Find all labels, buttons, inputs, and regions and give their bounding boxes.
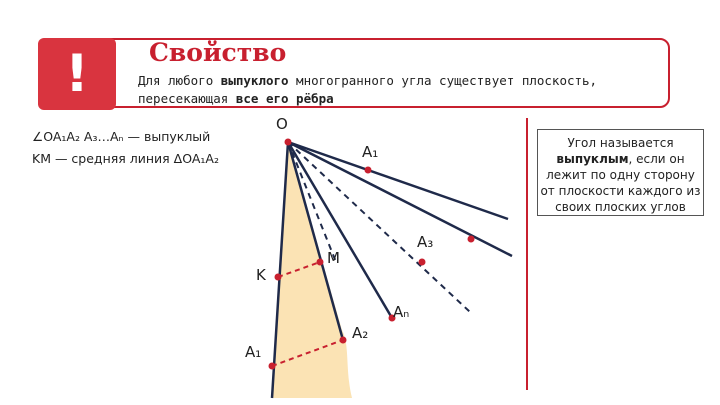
definition-box: Угол называется выпуклым, если он лежит по одну сторону от плоскости каждого из своих плоских углов bbox=[537, 129, 704, 216]
callout-title: Свойство bbox=[149, 38, 287, 67]
label-m: M bbox=[327, 249, 340, 267]
label-a1-right: A₁ bbox=[362, 143, 379, 161]
label-an: Aₙ bbox=[393, 303, 410, 321]
point-k bbox=[275, 274, 282, 281]
point-a2 bbox=[340, 337, 347, 344]
label-a1-bottom: A₁ bbox=[245, 343, 262, 361]
label-o: O bbox=[276, 115, 288, 133]
label-a2: A₂ bbox=[352, 324, 369, 342]
point-a3-right bbox=[468, 236, 475, 243]
label-a3: A₃ bbox=[417, 233, 434, 251]
callout-text: Для любого выпуклого многогранного угла существует плоскость, пересекающая все его рёбра bbox=[138, 73, 598, 106]
point-a1-right bbox=[365, 167, 372, 174]
note-convex-angle: ∠OA₁A₂ A₃…Aₙ — выпуклый bbox=[32, 129, 211, 144]
point-a3 bbox=[419, 259, 426, 266]
exclamation-symbol: ! bbox=[65, 44, 89, 104]
point-m bbox=[317, 259, 324, 266]
label-k: K bbox=[256, 266, 266, 284]
definition-bold: выпуклым bbox=[556, 152, 629, 166]
note-midline: KM — средняя линия ΔOA₁A₂ bbox=[32, 151, 219, 166]
point-a1-bottom bbox=[269, 363, 276, 370]
edge-oa1-right bbox=[288, 142, 508, 219]
point-o bbox=[285, 139, 292, 146]
